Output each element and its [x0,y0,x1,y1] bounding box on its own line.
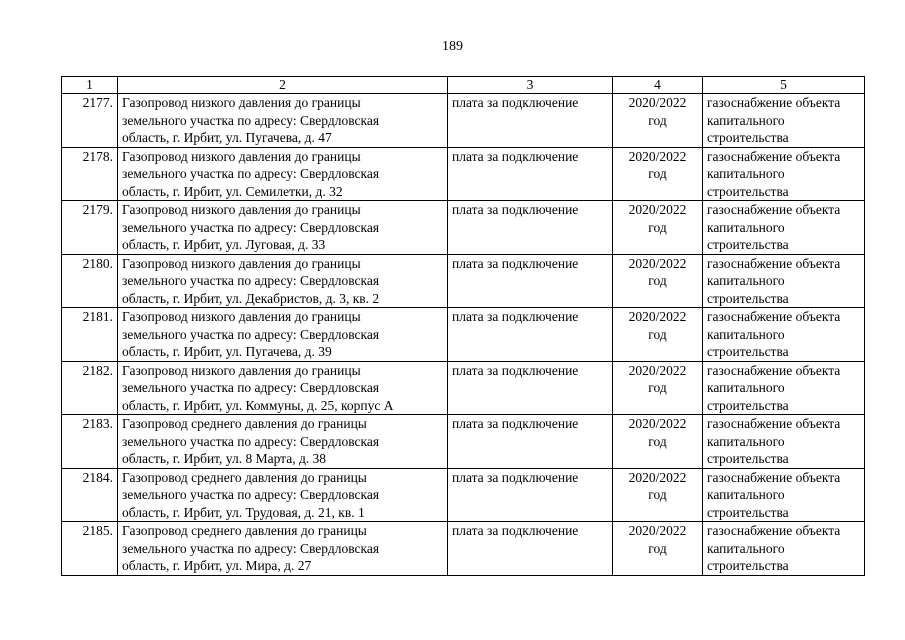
object-name-line: область, г. Ирбит, ул. Семилетки, д. 32 [122,183,343,199]
row-number-cell [62,94,118,148]
object-name-line: земельного участка по адресу: Свердловская [122,112,380,128]
purpose-line: газоснабжение объекта [707,202,841,217]
table-row [62,94,865,148]
purpose-cell [703,254,865,308]
table-body [62,77,865,576]
object-name-line: Газопровод среднего давления до границы [122,416,367,431]
period-cell [613,308,703,362]
period-line: год [648,326,667,342]
object-name-cell [118,308,448,362]
period-cell [613,415,703,469]
object-name-line: земельного участка по адресу: Свердловская [122,487,380,502]
row-number: 2181. [82,309,113,324]
purpose-line: газоснабжение объекта [707,148,841,164]
purpose-cell [703,147,865,201]
document-table [61,76,865,576]
object-name-cell [118,147,448,201]
purpose-line: строительства [707,237,789,252]
funding-source-cell [448,94,613,148]
purpose-cell [703,468,865,522]
purpose-cell [703,308,865,362]
purpose-line: строительства [707,344,789,359]
purpose-line: капитального [707,219,785,235]
purpose-line: газоснабжение объекта [707,95,841,110]
purpose-line: строительства [707,558,789,573]
object-name-line: Газопровод низкого давления до границы [122,202,361,217]
row-number: 2178. [82,148,113,164]
purpose-cell [703,415,865,469]
period-line: год [648,380,667,395]
object-name-cell [118,94,448,148]
object-name-line: земельного участка по адресу: Свердловская [122,273,380,288]
row-number-cell [62,415,118,469]
funding-source-cell [448,254,613,308]
funding-source: плата за подключение [452,202,579,217]
period-cell [613,468,703,522]
purpose-line: строительства [707,183,789,199]
purpose-line: капитального [707,166,785,181]
object-name-cell [118,254,448,308]
row-number: 2177. [82,95,113,110]
purpose-line: строительства [707,397,789,413]
period-line: 2020/2022 [628,95,687,110]
purpose-line: капитального [707,433,785,449]
purpose-line: газоснабжение объекта [707,416,841,431]
object-name-line: область, г. Ирбит, ул. Трудовая, д. 21, кв. 1 [122,504,365,520]
period-line: 2020/2022 [628,309,687,324]
row-number-cell [62,147,118,201]
table-header-row [62,77,865,94]
object-name-line: земельного участка по адресу: Свердловская [122,380,380,395]
purpose-line: строительства [707,290,789,306]
purpose-line: капитального [707,380,785,395]
purpose-line: газоснабжение объекта [707,255,841,271]
purpose-line: газоснабжение объекта [707,523,841,538]
period-line: год [648,112,667,128]
funding-source: плата за подключение [452,148,579,164]
column-header-1: 1 [62,77,118,94]
object-name-line: земельного участка по адресу: Свердловская [122,540,380,556]
table-row [62,522,865,576]
period-cell [613,94,703,148]
period-cell [613,361,703,415]
table-row [62,201,865,255]
period-line: 2020/2022 [628,523,687,538]
row-number-cell [62,468,118,522]
object-name-line: земельного участка по адресу: Свердловская [122,326,380,342]
row-number-cell [62,201,118,255]
period-cell [613,201,703,255]
period-cell [613,254,703,308]
funding-source: плата за подключение [452,523,579,538]
column-header-5: 5 [703,77,865,94]
object-name-line: Газопровод среднего давления до границы [122,469,367,485]
funding-source-cell [448,415,613,469]
period-cell [613,147,703,201]
purpose-line: капитального [707,540,785,556]
object-name-line: земельного участка по адресу: Свердловская [122,219,380,235]
page-number: 189 [442,39,463,54]
period-line: год [648,433,667,449]
row-number-cell [62,361,118,415]
object-name-line: земельного участка по адресу: Свердловская [122,166,380,181]
purpose-line: строительства [707,451,789,466]
object-name-line: Газопровод низкого давления до границы [122,255,361,271]
funding-source: плата за подключение [452,362,579,378]
purpose-line: капитального [707,326,785,342]
purpose-line: капитального [707,487,785,502]
funding-source: плата за подключение [452,416,579,431]
period-line: 2020/2022 [628,416,687,431]
purpose-line: строительства [707,504,789,520]
period-line: 2020/2022 [628,255,687,271]
table-row [62,147,865,201]
purpose-line: газоснабжение объекта [707,309,841,324]
object-name-line: область, г. Ирбит, ул. Декабристов, д. 3, кв. 2 [122,290,380,306]
object-name-cell [118,201,448,255]
period-line: 2020/2022 [628,202,687,217]
funding-source-cell [448,468,613,522]
row-number-cell [62,254,118,308]
purpose-line: строительства [707,130,789,145]
object-name-cell [118,522,448,576]
object-name-cell [118,468,448,522]
table-row [62,468,865,522]
purpose-line: газоснабжение объекта [707,469,841,485]
table-row [62,254,865,308]
period-line: год [648,219,667,235]
object-name-line: область, г. Ирбит, ул. Мира, д. 27 [122,558,312,573]
purpose-line: капитального [707,112,785,128]
row-number: 2182. [82,362,113,378]
row-number-cell [62,308,118,362]
object-name-line: Газопровод низкого давления до границы [122,309,361,324]
object-name-line: земельного участка по адресу: Свердловская [122,433,380,449]
period-line: год [648,487,667,502]
purpose-cell [703,522,865,576]
object-name-line: Газопровод низкого давления до границы [122,95,361,110]
object-name-line: область, г. Ирбит, ул. Пугачева, д. 39 [122,344,332,359]
period-line: год [648,166,667,181]
object-name-line: область, г. Ирбит, ул. Луговая, д. 33 [122,237,326,252]
funding-source: плата за подключение [452,255,579,271]
row-number: 2179. [82,202,113,217]
object-name-line: область, г. Ирбит, ул. Пугачева, д. 47 [122,130,332,145]
purpose-cell [703,201,865,255]
row-number-cell [62,522,118,576]
funding-source-cell [448,201,613,255]
row-number: 2183. [82,416,113,431]
period-line: 2020/2022 [628,469,687,485]
table-row [62,415,865,469]
object-name-line: Газопровод среднего давления до границы [122,523,367,538]
column-header-2: 2 [118,77,448,94]
column-header-4: 4 [613,77,703,94]
purpose-cell [703,94,865,148]
period-line: год [648,540,667,556]
row-number: 2180. [82,255,113,271]
period-line: 2020/2022 [628,362,687,378]
period-line: 2020/2022 [628,148,687,164]
row-number: 2184. [82,469,113,485]
row-number: 2185. [82,523,113,538]
object-name-cell [118,415,448,469]
period-cell [613,522,703,576]
object-name-line: Газопровод низкого давления до границы [122,362,361,378]
object-name-line: Газопровод низкого давления до границы [122,148,361,164]
funding-source-cell [448,147,613,201]
funding-source: плата за подключение [452,95,579,110]
funding-source-cell [448,522,613,576]
table-row [62,361,865,415]
column-header-3: 3 [448,77,613,94]
purpose-cell [703,361,865,415]
object-name-cell [118,361,448,415]
funding-source-cell [448,308,613,362]
table-row [62,308,865,362]
purpose-line: газоснабжение объекта [707,362,841,378]
purpose-line: капитального [707,273,785,288]
funding-source-cell [448,361,613,415]
object-name-line: область, г. Ирбит, ул. Коммуны, д. 25, корпус А [122,397,394,413]
period-line: год [648,273,667,288]
funding-source: плата за подключение [452,469,579,485]
funding-source: плата за подключение [452,309,579,324]
object-name-line: область, г. Ирбит, ул. 8 Марта, д. 38 [122,451,327,466]
